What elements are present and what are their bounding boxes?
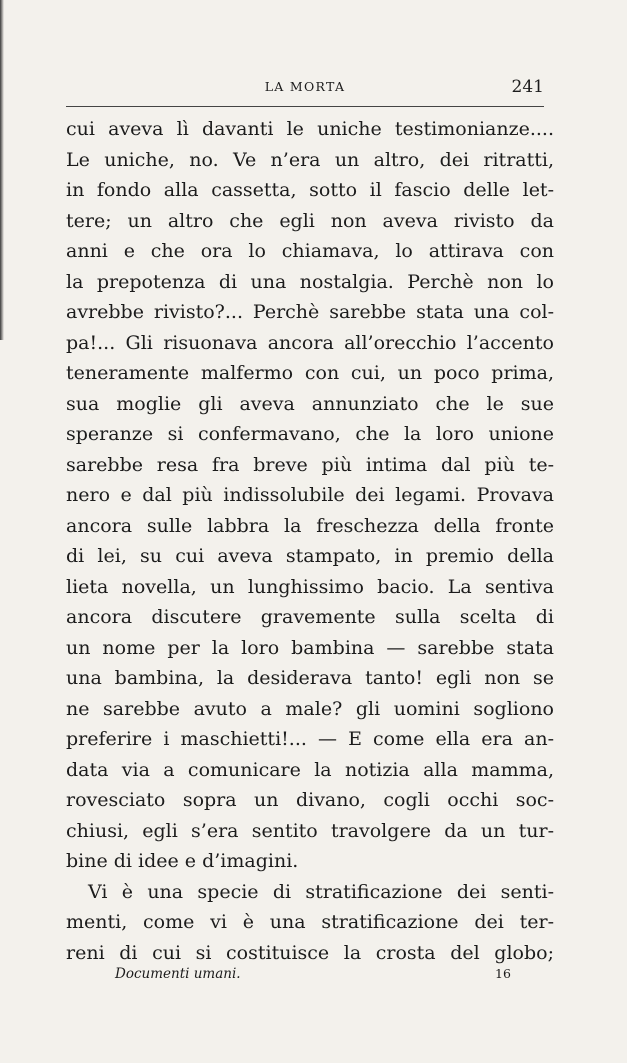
text-line: pa!... Gli risuonava ancora all’orecchio l’accento [66,331,554,354]
text-line: nero e dal più indissolubile dei legami. Provava [66,484,554,506]
footer-signature-mark: 16 [495,966,511,981]
text-line: ne sarebbe avuto a male? gli uomini sogliono [66,697,554,720]
text-line: la prepotenza di una nostalgia. Perchè non lo [66,270,554,293]
text-line: reni di cui si costituisce la crosta del globo; [66,941,554,964]
text-line: avrebbe rivisto?... Perchè sarebbe stata una col- [66,301,554,323]
page-number: 241 [511,77,544,97]
text-line: bine di idee e d’imagini. [66,850,299,872]
page-footer [115,964,515,984]
binding-edge-shadow [0,0,4,340]
text-line: sarebbe resa fra breve più intima dal più te- [66,453,554,476]
text-line: ancora discutere gravemente sulla scelta di [66,606,554,628]
text-line: rovesciato sopra un divano, cogli occhi soc- [66,789,554,811]
running-title: LA MORTA [264,79,346,94]
header-rule [66,106,544,107]
text-line: anni e che ora lo chiamava, lo attirava con [66,240,554,262]
text-line: una bambina, la desiderava tanto! egli non se [66,667,554,689]
page-header [66,76,544,98]
text-line: data via a comunicare la notizia alla mamma, [66,758,554,781]
text-line: lieta novella, un lunghissimo bacio. La sentiva [66,575,554,598]
text-line: Vi è una specie di stratificazione dei senti- [88,880,554,903]
text-line: Le uniche, no. Ve n’era un altro, dei ritratti, [66,148,554,171]
text-line: menti, come vi è una stratificazione dei ter- [66,911,554,933]
text-line: speranze si confermavano, che la loro unione [66,423,554,445]
text-line: cui aveva lì davanti le uniche testimonianze.... [66,118,554,140]
text-line: tere; un altro che egli non aveva rivisto da [66,209,554,232]
text-line: preferire i maschietti!... — E come ella era an- [66,728,554,750]
footer-book-title: Documenti umani. [115,966,241,982]
text-line: in fondo alla cassetta, sotto il fascio delle let- [66,179,554,201]
text-line: un nome per la loro bambina — sarebbe stata [66,636,554,659]
text-line: teneramente malfermo con cui, un poco prima, [66,362,554,384]
text-line: chiusi, egli s’era sentito travolgere da un tur- [66,819,554,842]
text-line: di lei, su cui aveva stampato, in premio della [66,545,554,567]
body-text [66,114,554,968]
text-line: ancora sulle labbra la freschezza della fronte [66,514,554,537]
text-line: sua moglie gli aveva annunziato che le sue [66,392,554,415]
